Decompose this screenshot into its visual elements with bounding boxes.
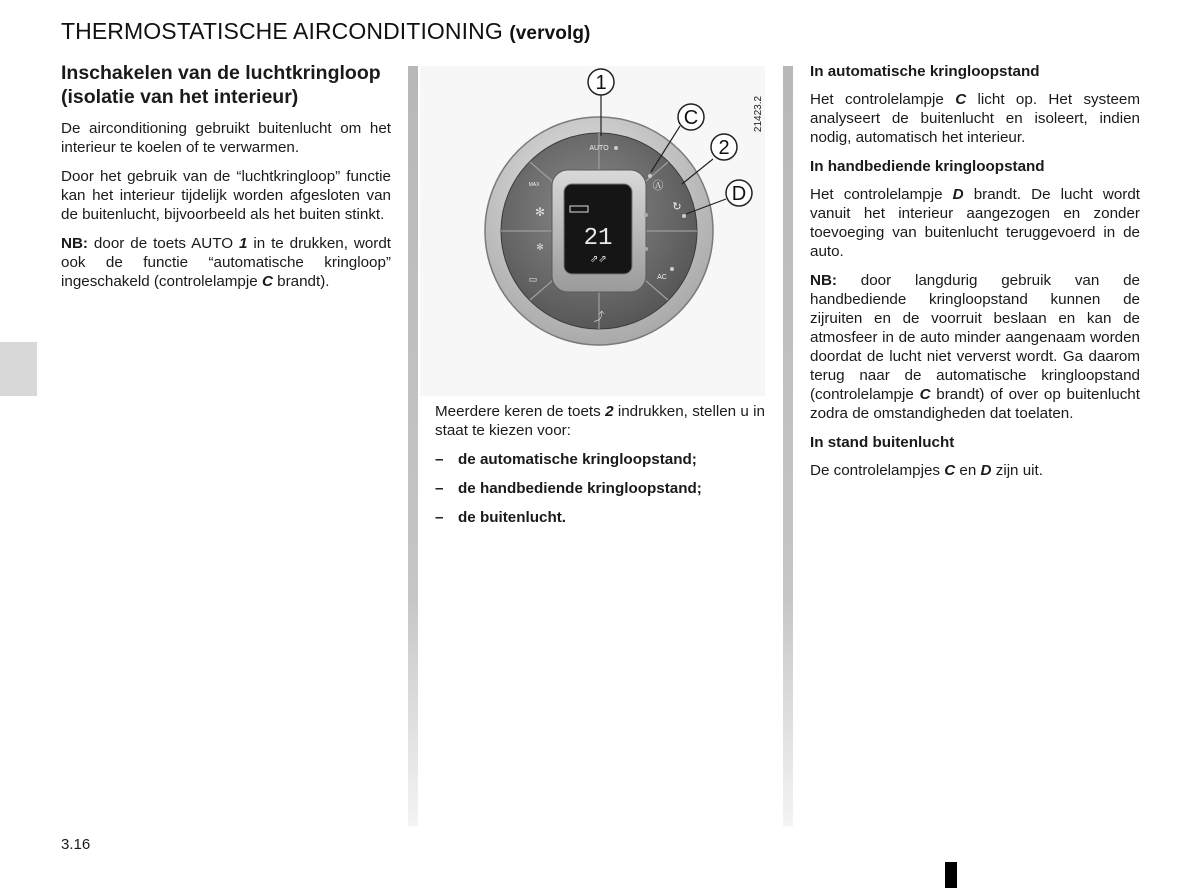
list-item-label: de buitenlucht.	[458, 509, 566, 526]
reference-c: C	[944, 462, 956, 479]
paragraph-outside-air	[810, 461, 1140, 480]
column-left	[61, 62, 391, 301]
list-dash: –	[435, 480, 444, 497]
paragraph-function: Door het gebruik van de “luchtkringloop” functie kan het interieur tijdelijk worden afgesloten van de buitenlucht, bijvoorbeeld als het buiten stinkt.	[61, 168, 391, 223]
page-number: 3.16	[61, 836, 91, 853]
list-item	[435, 450, 765, 469]
indicator-d-led	[682, 214, 686, 218]
max-defrost-label[interactable]: MAX	[528, 182, 540, 188]
callout-d-label: D	[731, 183, 747, 205]
callout-2-label: 2	[718, 137, 730, 159]
page-title-main: THERMOSTATISCHE AIRCONDITIONING	[61, 18, 503, 44]
callout-1-label: 1	[595, 72, 607, 94]
paragraph-intro: De airconditioning gebruikt buitenlucht om het interieur te koelen of te verwarmen.	[61, 120, 391, 156]
paragraph-note	[61, 234, 391, 291]
reference-c: C	[955, 91, 967, 108]
note-text-a: door de toets AUTO	[88, 235, 239, 252]
text: licht op. Het systeem analyseert de buitenlucht en isoleert, indien nodig, automatisch het interieur.	[810, 91, 1140, 146]
figure-climate-control-panel	[420, 66, 765, 396]
temp-down-dot	[644, 247, 648, 251]
paragraph-button-2	[435, 402, 765, 440]
note-label: NB:	[810, 272, 837, 289]
list-item	[435, 508, 765, 527]
reference-c: C	[261, 273, 273, 290]
page-title-suffix: (vervolg)	[509, 23, 591, 44]
reference-c: C	[919, 386, 931, 403]
callout-c-label: C	[683, 107, 699, 129]
intro-text-a: Meerdere keren de toets	[435, 403, 606, 420]
paragraph-manual	[810, 185, 1140, 261]
list-item-label: de handbediende kringloopstand;	[458, 480, 702, 497]
chapter-tab-marker	[0, 342, 37, 396]
section-heading: Inschakelen van de luchtkringloop (isolatie van het interieur)	[61, 62, 381, 108]
list-dash: –	[435, 509, 444, 526]
column-divider-left	[408, 66, 418, 826]
note-text-c: brandt).	[272, 273, 330, 290]
auto-button-label[interactable]: AUTO	[589, 145, 609, 152]
callout-d	[726, 180, 752, 206]
text: door langdurig gebruik van de handbediende kringloopstand kunnen de zijruiten en de voorruit beslaan en kan de atmosfeer in de auto minder aangenaam worden doordat de lucht niet ververst wordt. Ga daarom terug naar de automatische kringloopstand (controlelampje	[810, 272, 1140, 403]
paragraph-automatic	[810, 90, 1140, 147]
paragraph-note	[810, 271, 1140, 423]
text: Het controlelampje	[810, 91, 956, 108]
ac-indicator-led	[670, 267, 674, 271]
rear-defrost-icon[interactable]: ▭	[528, 274, 538, 284]
list-item	[435, 479, 765, 498]
air-distribution-icon[interactable]: ⤴	[593, 310, 605, 323]
display-temperature: 21	[583, 225, 613, 252]
column-right	[810, 62, 1140, 490]
reference-1: 1	[238, 235, 248, 252]
text: De controlelampjes	[810, 462, 945, 479]
reference-2: 2	[605, 403, 614, 420]
page-title	[61, 18, 590, 45]
note-text-b: in te drukken, wordt ook de functie “automatische kringloop” ingeschakeld (controlelampje	[61, 235, 392, 290]
subheading-manual: In handbediende kringloopstand	[810, 158, 1045, 175]
indicator-c-led	[648, 174, 652, 178]
callout-2	[711, 134, 737, 160]
list-item-label: de automatische kringloopstand;	[458, 451, 697, 468]
fan-speed-down-icon[interactable]: ✻	[536, 243, 544, 253]
reference-d: D	[980, 462, 992, 479]
text: zijn uit.	[991, 462, 1043, 479]
text: Het controlelampje	[810, 186, 953, 203]
figure-code: 21423.2	[753, 95, 764, 133]
temp-up-dot	[644, 213, 648, 217]
ac-button-label[interactable]: AC	[657, 274, 667, 281]
callout-c	[678, 104, 704, 130]
text: brandt) of over op buitenlucht zodra de omstandigheden dat toelaten.	[810, 386, 1140, 422]
display-airflow-icon: ⇗⇗	[590, 254, 607, 265]
subheading-automatic: In automatische kringloopstand	[810, 63, 1040, 80]
note-label: NB:	[61, 235, 88, 252]
recirculation-icon[interactable]: ↻	[672, 200, 682, 213]
callout-1	[588, 69, 614, 95]
reference-d: D	[952, 186, 964, 203]
auto-recirculation-icon: Ⓐ	[652, 179, 664, 192]
column-divider-right	[783, 66, 793, 826]
auto-indicator-led	[614, 146, 618, 150]
text: en	[955, 462, 981, 479]
section-end-marker	[945, 862, 957, 888]
climate-panel-illustration	[420, 66, 765, 396]
column-middle	[435, 402, 765, 537]
text: brandt. De lucht wordt vanuit het interieur aangezogen en zonder toevoeging van buitenlucht teruggevoerd in de auto.	[810, 186, 1140, 260]
intro-text-b: indrukken, stellen u in staat te kiezen voor:	[435, 403, 765, 439]
subheading-outside-air: In stand buitenlucht	[810, 434, 955, 451]
list-dash: –	[435, 451, 444, 468]
fan-speed-up-icon[interactable]: ✻	[534, 205, 546, 219]
